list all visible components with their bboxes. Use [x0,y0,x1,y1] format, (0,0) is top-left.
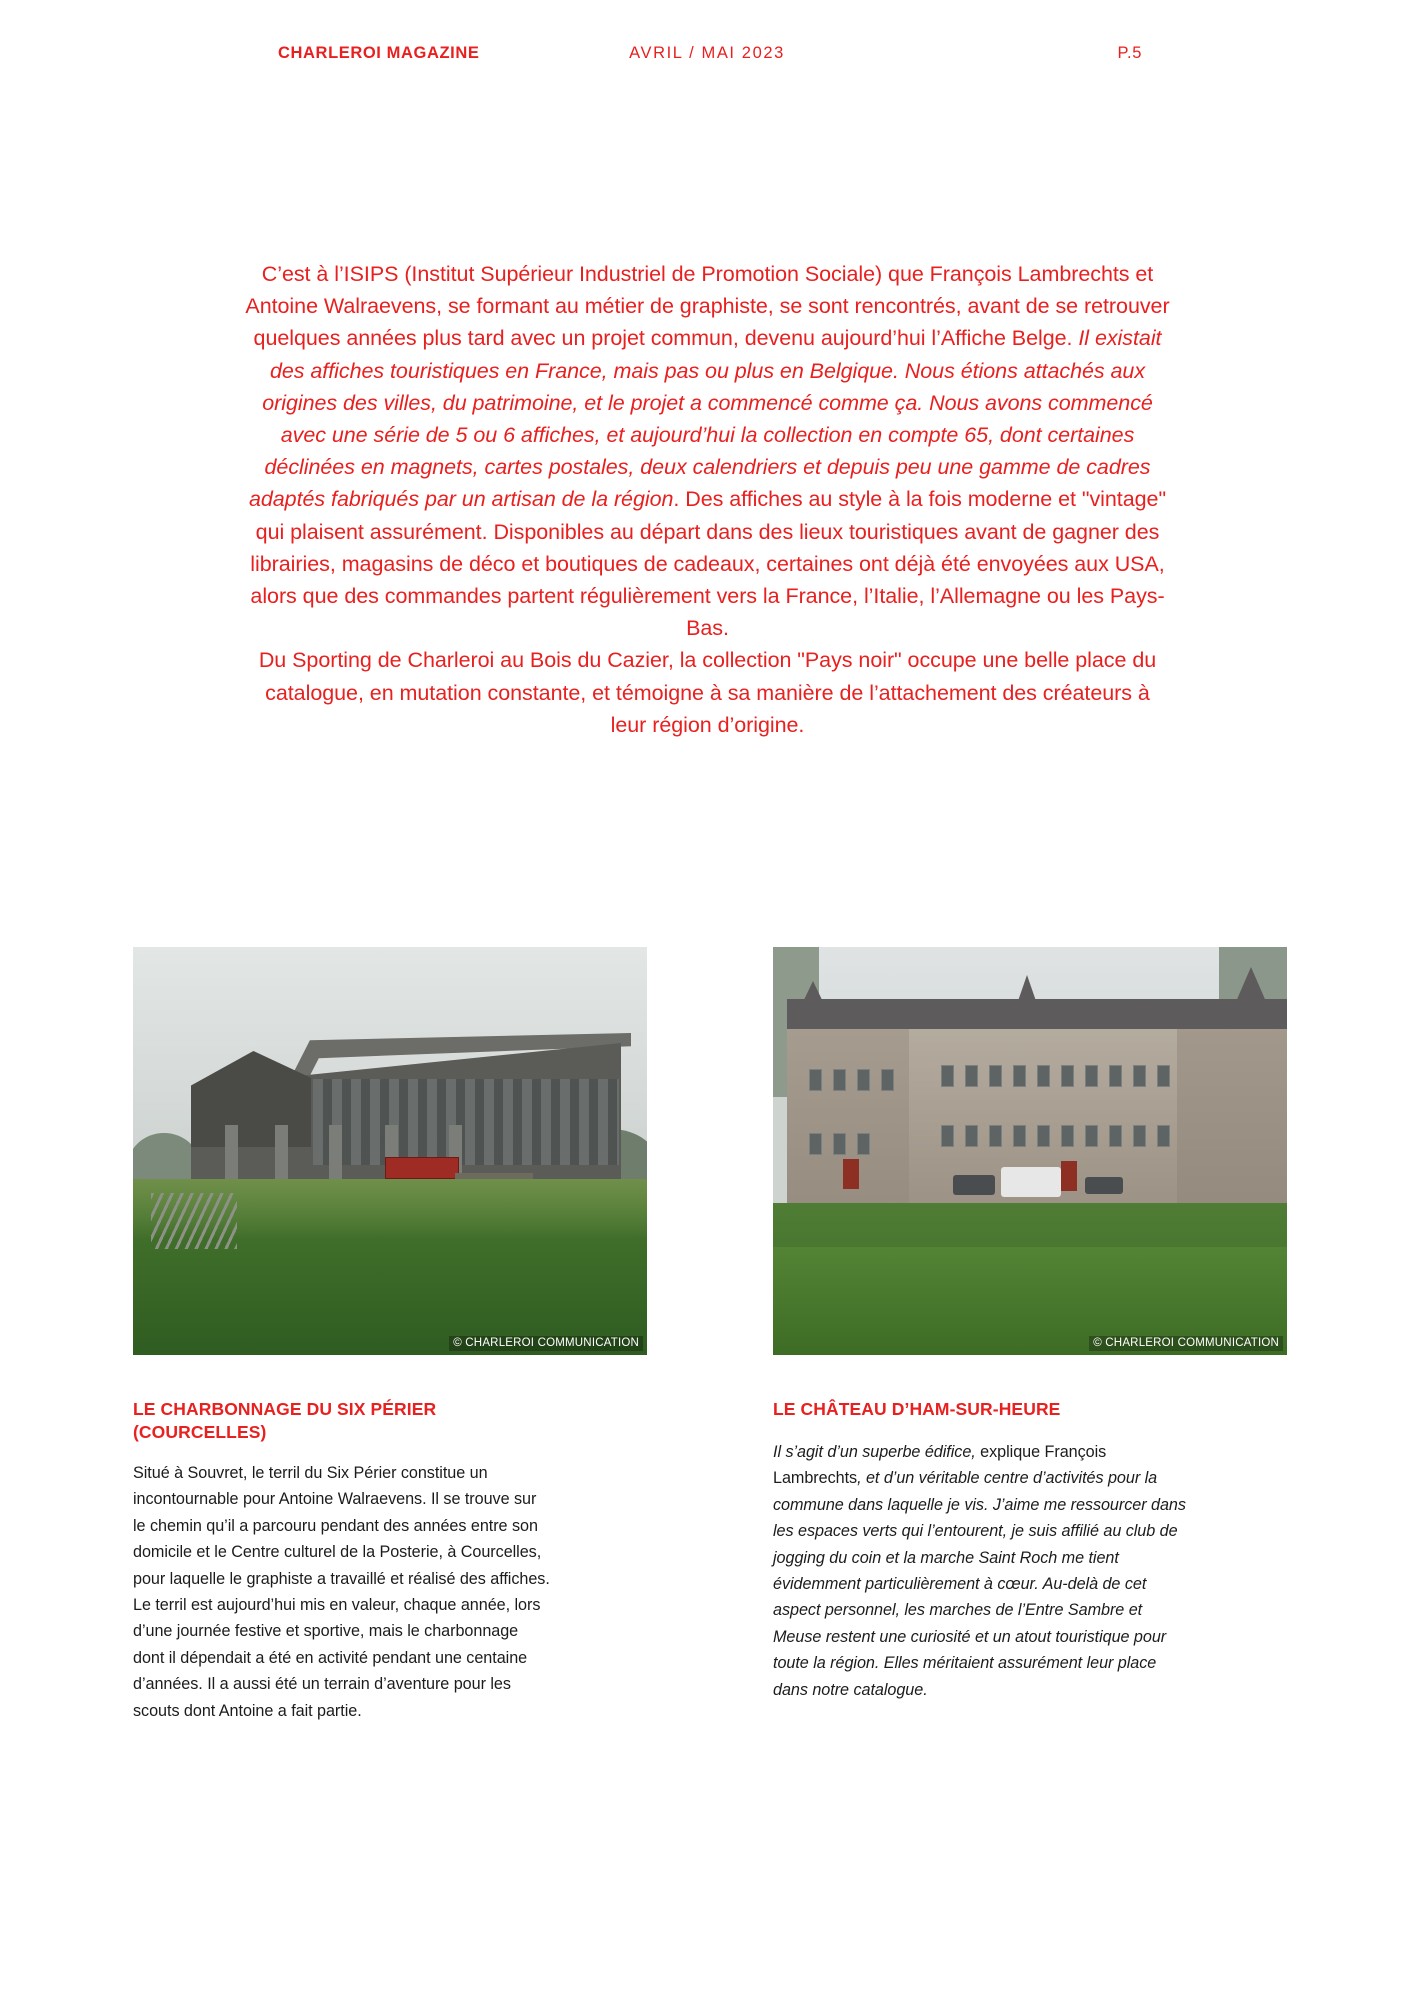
window-row [941,1065,1170,1087]
page-header [0,44,1414,68]
page-number: P.5 [1117,44,1142,62]
window [857,1133,870,1155]
article-column-left [133,1398,553,1724]
window [1157,1125,1170,1147]
window [941,1125,954,1147]
castle-door [843,1159,859,1189]
quote-attribution: explique François Lambrechts [773,1443,1107,1488]
window [833,1133,846,1155]
window-row [809,1133,870,1155]
window [881,1069,894,1091]
caption-title-left: LE CHARBONNAGE DU SIX PÉRIER (COURCELLES) [133,1399,437,1442]
window [989,1065,1002,1087]
caption-title-right: LE CHÂTEAU D’HAM-SUR-HEURE [773,1399,1061,1419]
window [1133,1125,1146,1147]
intro-part-1: C’est à l’ISIPS (Institut Supérieur Industriel de Promotion Sociale) que François Lambrechts et Antoine Walraevens, se formant au métier de graphiste, se sont rencontrés, avant de se retrouver quelques années plus tard avec un projet commun, devenu aujourd’hui l’Affiche Belge. [245,262,1170,351]
window [1013,1125,1026,1147]
window [1133,1065,1146,1087]
stairway [151,1193,237,1249]
window [809,1069,822,1091]
parked-car [1085,1177,1123,1194]
photo-charbonnage [133,947,647,1355]
window [1061,1065,1074,1087]
parked-van [1001,1167,1061,1197]
issue-date: AVRIL / MAI 2023 [629,44,785,62]
quote-segment-1: Il s’agit d’un superbe édifice, [773,1443,976,1461]
magazine-title: CHARLEROI MAGAZINE [278,44,480,62]
window [965,1125,978,1147]
window [1109,1125,1122,1147]
window [989,1125,1002,1147]
window [1013,1065,1026,1087]
body-text-left: Situé à Souvret, le terril du Six Périer constitue un incontournable pour Antoine Walraevens. Il se trouve sur le chemin qu’il a parcouru pendant des années entre son domicile et le Centre culturel de la Posterie, à Courcelles, pour laquelle le graphiste a travaillé et réalisé des affiches. Le terril est aujourd’hui mis en valeur, chaque année, lors d’une journée festive et sportive, mais le charbonnage dont il dépendait a été en activité pendant une centaine d’années. Il a aussi été un terrain d’aventure pour les scouts dont Antoine a fait partie. [133,1464,550,1720]
window [1109,1065,1122,1087]
window [1157,1065,1170,1087]
window-row [941,1125,1170,1147]
photo-credit: © CHARLEROI COMMUNICATION [1089,1336,1283,1351]
window-row [809,1069,894,1091]
window [1085,1125,1098,1147]
building-windows [313,1079,619,1165]
intro-part-2: . Des affiches au style à la fois moderne et "vintage" qui plaisent assurément. Disponibles au départ dans des lieux touristiques avant de gagner des librairies, magasins de déco et boutiques de cadeaux, certaines ont déjà été envoyées aux USA, alors que des commandes partent régulièrement vers la France, l’Italie, l’Allemagne ou les Pays-Bas. [250,487,1167,641]
parked-car [953,1175,995,1195]
castle-right-wing [1177,999,1287,1211]
window [965,1065,978,1087]
window [833,1069,846,1091]
castle-door [1061,1161,1077,1191]
article-column-right [773,1398,1193,1703]
window [1061,1125,1074,1147]
information-sign [385,1157,459,1179]
intro-quote-1: Il existait des affiches touristiques en France, mais pas ou plus en Belgique. Nous étions attachés aux origines des villes, du patrimoine, et le projet a commencé comme ça. Nous avons commencé avec une série de 5 ou 6 affiches, et aujourd’hui la collection en compte 65, dont certaines déclinées en magnets, cartes postales, deux calendriers et depuis peu une gamme de cadres adaptés fabriqués par un artisan de la région [248,326,1162,512]
window [1037,1065,1050,1087]
body-text-right [773,1439,1193,1703]
window [809,1133,822,1155]
intro-paragraph [245,258,1170,741]
window [1037,1125,1050,1147]
window [857,1069,870,1091]
photo-credit: © CHARLEROI COMMUNICATION [449,1336,643,1351]
window [1085,1065,1098,1087]
window [941,1065,954,1087]
photo-chateau [773,947,1287,1355]
intro-part-3: Du Sporting de Charleroi au Bois du Cazier, la collection "Pays noir" occupe une belle place du catalogue, en mutation constante, et témoigne à sa manière de l’attachement des créateurs à leur région d’origine. [258,648,1157,737]
quote-segment-2: , et d’un véritable centre d’activités pour la commune dans laquelle je vis. J’aime me ressourcer dans les espaces verts qui l’entourent, je suis affilié au club de jogging du coin et la marche Saint Roch me tient évidemment particulièrement à cœur. Au-delà de cet aspect personnel, les marches de l’Entre Sambre et Meuse restent une curiosité et un atout touristique pour toute la région. Elles méritaient assurément leur place dans notre catalogue. [773,1469,1186,1699]
